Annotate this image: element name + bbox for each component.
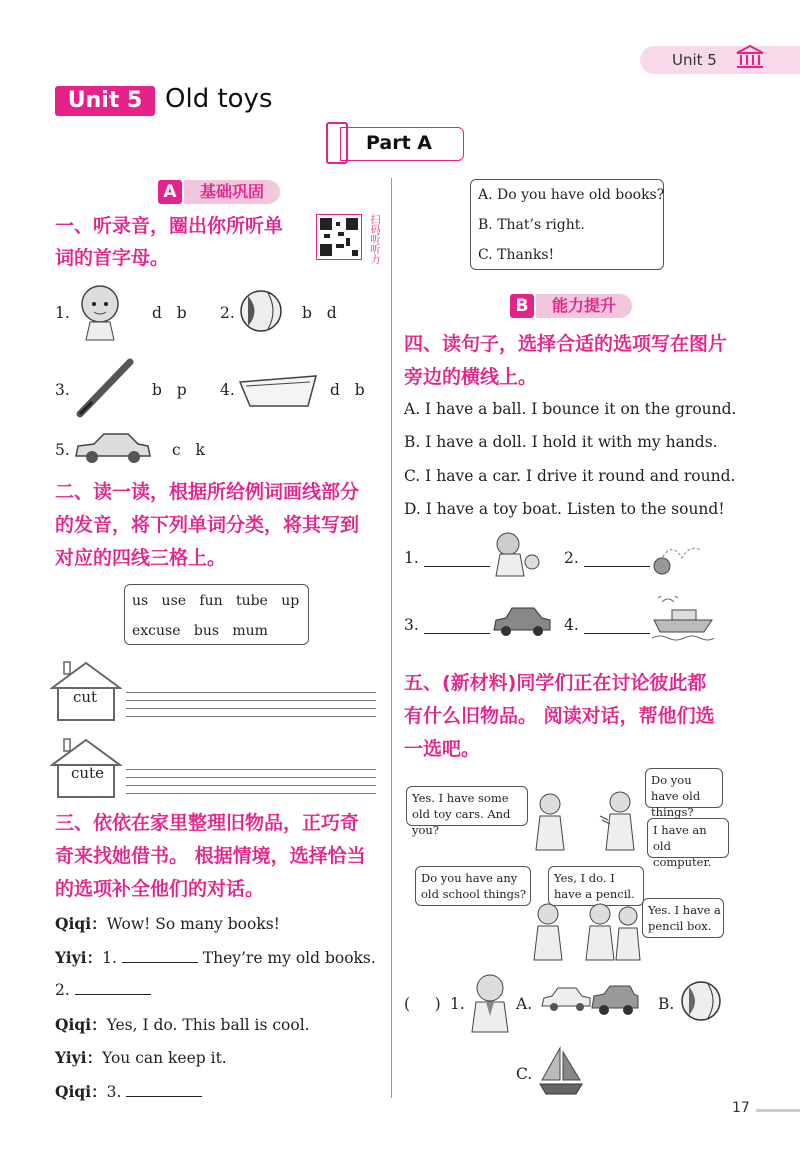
answer-blank[interactable] [424,619,490,634]
section-a-tag: A [158,180,182,204]
q4-title-l1: 四、读句子，选择合适的选项写在图片 [404,333,728,355]
speech-text: Do you have old things? [651,773,701,819]
page-title: Old toys [165,84,273,114]
q2-title-l2: 的发音，将下列单词分类，将其写到 [55,514,360,536]
qr-label: 扫码听听力 [368,214,379,264]
dialog-line [55,1013,310,1035]
answer-blank[interactable] [584,552,650,567]
q5-title-l3: 一选吧。 [404,738,481,760]
speech-text: Yes. I have a pencil box. [648,903,721,933]
q1-item-num: 5. [55,441,70,459]
dialog-text: Yes, I do. This ball is cool. [106,1016,310,1034]
unit-tab-label: Unit 5 [672,51,717,69]
dialog-text: 3. [106,1083,122,1101]
ball-picture [680,980,722,1022]
ball-picture [238,288,284,334]
section-a-label: 基础巩固 [184,180,280,204]
q4-sentence: B. I have a doll. I hold it with my hands. [404,433,718,451]
dialog-speaker: Yiyi： [55,1048,103,1067]
car-picture [72,430,152,466]
section-b-label: 能力提升 [536,294,632,318]
pen-picture [72,356,138,420]
toy-car-picture [492,606,552,640]
q5-option-b-label: B. [658,995,675,1013]
q4-title-l2: 旁边的横线上。 [404,366,538,388]
q1-item-letters[interactable]: d b [330,381,365,399]
q3-title-l1: 三、依依在家里整理旧物品，正巧奇 [55,812,360,834]
bouncing-ball-picture [650,538,710,576]
students-talking-picture [528,790,646,852]
dialog-text: 1. [102,949,117,967]
answer-blank[interactable] [126,1082,202,1097]
house-word: cute [71,764,104,782]
speech-text: Yes. I have some old toy cars. And you? [412,791,511,837]
q1-item-letters[interactable]: d b [152,304,187,322]
page-number-bar [756,1109,800,1112]
writing-lines[interactable] [126,769,376,801]
q1-item-letters[interactable]: c k [172,441,205,459]
q1-item-num: 1. [55,304,70,322]
option-item: B. That’s right. [478,217,585,233]
dialog-speaker: Qiqi： [55,1082,107,1101]
sailboat-picture [536,1044,586,1096]
word-row: us use fun tube up [132,593,300,609]
word-row: excuse bus mum [132,623,268,639]
dialog-speaker: Qiqi： [55,914,107,933]
speech-text: Yes, I do. I have a pencil. [554,871,635,901]
dialog-line [55,1080,202,1102]
doll-picture [70,282,132,344]
q4-sentence: C. I have a car. I drive it round and round. [404,467,736,485]
dialog-line [55,946,376,968]
q1-item-num: 4. [220,381,235,399]
q5-title-l1: 五、(新材料)同学们正在讨论彼此都 [404,672,707,694]
dialog-text: You can keep it. [102,1049,227,1067]
page-number: 17 [732,1100,750,1116]
boy-picture [464,972,518,1034]
dialog-text: They’re my old books. [202,949,376,967]
q4-sentence: D. I have a toy boat. Listen to the sound! [404,500,725,518]
writing-lines[interactable] [126,692,376,724]
boat-picture [236,372,320,412]
q4-sentence: A. I have a ball. I bounce it on the ground. [404,400,737,418]
q1-item-num: 3. [55,381,70,399]
dialog-text: Wow! So many books! [106,915,280,933]
dialog-line [55,912,280,934]
section-b-tag: B [510,294,534,318]
q1-item-letters[interactable]: b p [152,381,187,399]
q4-num: 4. [564,616,579,634]
q2-title-l1: 二、读一读，根据所给例词画线部分 [55,481,360,503]
q5-option-c-label: C. [516,1065,533,1083]
q3-title-l2: 奇来找她借书。 根据情境，选择恰当 [55,845,366,867]
q1-title-l1: 一、听录音，圈出你所听单 [55,215,284,237]
unit-badge: Unit 5 [55,86,155,116]
q1-item-letters[interactable]: b d [302,304,337,322]
q4-num: 2. [564,549,579,567]
option-item: A. Do you have old books? [478,187,665,203]
temple-icon [735,44,765,70]
speech-text: Do you have any old school things? [421,871,527,901]
qr-code-icon [316,214,362,260]
q5-title-l2: 有什么旧物品。 阅读对话，帮他们选 [404,705,715,727]
toy-ship-picture [652,596,714,642]
q4-num: 3. [404,616,419,634]
toy-cars-picture [540,982,640,1018]
q1-item-num: 2. [220,304,235,322]
dialog-text: 2. [55,981,70,999]
dialog-speaker: Yiyi： [55,948,103,967]
students-group-picture [524,900,644,962]
dialog-line [55,1046,227,1068]
q2-title-l3: 对应的四线三格上。 [55,547,227,569]
q3-title-l3: 的选项补全他们的对话。 [55,878,265,900]
answer-paren[interactable]: ( ) [404,995,441,1013]
option-item: C. Thanks! [478,247,555,263]
unit-tab [640,46,800,74]
speech-text: I have an old computer. [653,823,712,869]
part-label: Part A [366,132,433,154]
answer-blank[interactable] [584,619,650,634]
answer-blank[interactable] [424,552,490,567]
dialog-speaker: Qiqi： [55,1015,107,1034]
column-divider [391,178,392,1098]
house-word: cut [73,688,98,706]
q5-item-num: 1. [450,995,465,1013]
answer-blank[interactable] [75,980,151,995]
q4-num: 1. [404,549,419,567]
q5-option-a-label: A. [516,995,533,1013]
q1-title-l2: 词的首字母。 [55,247,170,269]
answer-blank[interactable] [122,948,198,963]
girl-with-doll-picture [490,530,546,580]
dialog-line [55,980,151,999]
